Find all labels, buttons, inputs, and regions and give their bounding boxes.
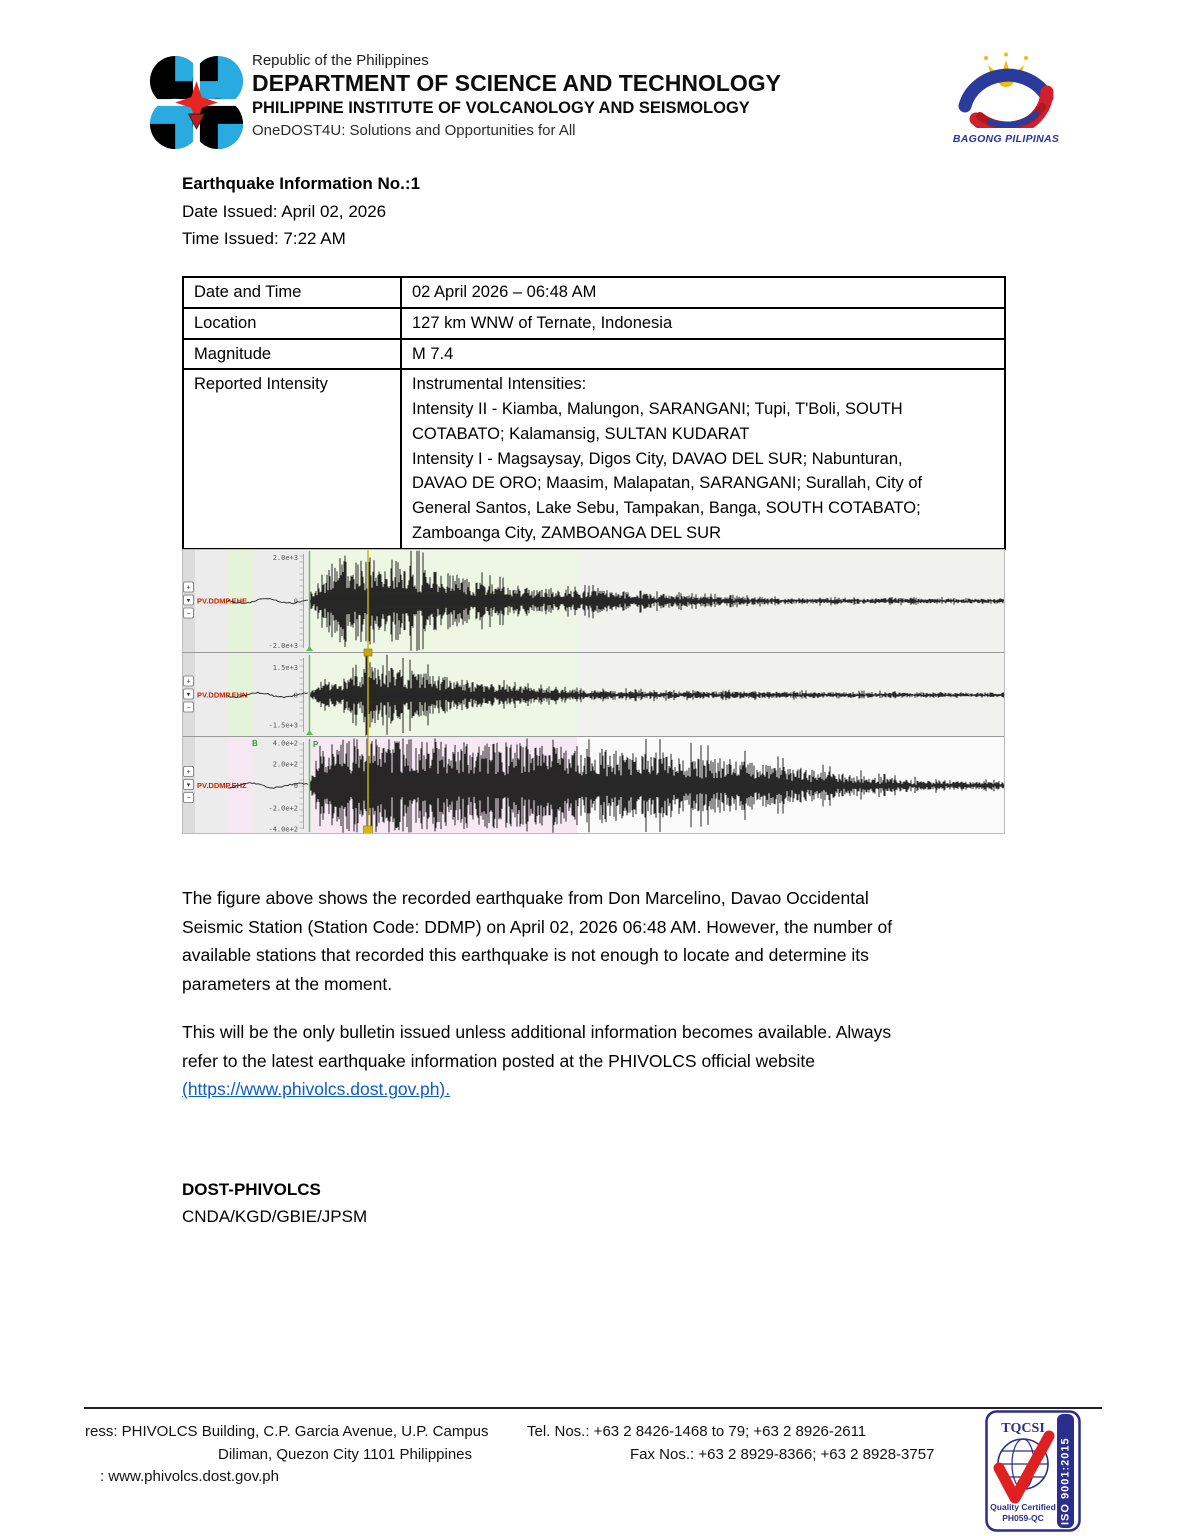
channel-label: PV.DDMP.EHE xyxy=(197,596,248,606)
row-value: M 7.4 xyxy=(401,339,1005,370)
trace-control-icon: ▾ xyxy=(186,782,191,789)
seismogram-svg xyxy=(182,549,1005,834)
cert-number-label: PH059-QC xyxy=(1002,1513,1044,1523)
cursor-handle xyxy=(364,649,372,656)
seismogram-figure xyxy=(182,549,1005,834)
amplitude-scale-label: 1.5e+3 xyxy=(272,663,298,672)
cursor-handle xyxy=(364,826,373,834)
row-label: Date and Time xyxy=(183,277,401,308)
tqcsi-iso-badge xyxy=(985,1410,1081,1536)
row-label: Location xyxy=(183,308,401,339)
footer-address xyxy=(85,1421,489,1489)
signature-org: DOST-PHIVOLCS xyxy=(182,1180,321,1199)
amplitude-scale-label: 0 xyxy=(293,597,298,606)
time-issued: Time Issued: 7:22 AM xyxy=(182,229,346,249)
bagong-pilipinas-icon xyxy=(950,52,1062,128)
bagong-pilipinas-logo xyxy=(948,52,1064,145)
trace-control-icon: + xyxy=(186,769,191,776)
quality-certified-label: Quality Certified xyxy=(990,1502,1056,1512)
p-phase-marker: P xyxy=(313,740,319,749)
row-value: 127 km WNW of Ternate, Indonesia xyxy=(401,308,1005,339)
table-row xyxy=(183,308,1005,339)
republic-line: Republic of the Philippines xyxy=(252,52,429,69)
channel-label: PV.DDMP.EHZ xyxy=(197,781,247,790)
phivolcs-website-link[interactable]: (https://www.phivolcs.dost.gov.ph). xyxy=(182,1079,451,1100)
amplitude-scale-label: -1.5e+3 xyxy=(268,721,298,730)
channel-label: PV.DDMP.EHN xyxy=(197,690,248,700)
row-label: Magnitude xyxy=(183,339,401,370)
trace-control-icon: − xyxy=(186,610,191,618)
trace-control-icon: ▾ xyxy=(186,597,191,605)
footer-divider xyxy=(84,1407,1102,1409)
letterhead xyxy=(252,52,781,139)
trace-control-icon: − xyxy=(186,795,191,802)
table-row xyxy=(183,339,1005,370)
fax-numbers: Fax Nos.: +63 2 8929-8366; +63 2 8928-3757 xyxy=(630,1445,935,1463)
amplitude-scale-label: 2.0e+2 xyxy=(272,760,298,769)
figure-caption-paragraph: The figure above shows the recorded earthquake from Don Marcelino, Davao Occidental Seismic Station (Station Code: DDMP) on April 02, 2026 06:48 AM. However, the number of available stations that recorded this earthquake is not enough to locate and determine its parameters at the moment. xyxy=(182,888,893,994)
address-line-1: ress: PHIVOLCS Building, C.P. Garcia Avenue, U.P. Campus xyxy=(85,1423,489,1440)
bulletin-heading xyxy=(182,170,420,253)
institute-name: PHILIPPINE INSTITUTE OF VOLCANOLOGY AND SEISMOLOGY xyxy=(252,99,750,118)
b-marker: B xyxy=(252,739,258,748)
note-text: This will be the only bulletin issued unless additional information becomes available. Always refer to the latest earthquake information posted at the PHIVOLCS official website xyxy=(182,1022,892,1071)
signature-initials: CNDA/KGD/GBIE/JPSM xyxy=(182,1207,368,1227)
trace-control-icon: − xyxy=(186,704,191,712)
onedost-tagline: OneDOST4U: Solutions and Opportunities for All xyxy=(252,122,576,140)
bulletin-note-paragraph xyxy=(182,1018,891,1104)
signature-block xyxy=(182,1176,367,1230)
quality-certified-icon xyxy=(985,1410,1081,1532)
amplitude-scale-label: -2.0e+3 xyxy=(268,642,298,651)
dost-seal-icon xyxy=(148,54,245,151)
row-value: Instrumental Intensities: Intensity II - Kiamba, Malungon, SARANGANI; Tupi, T'Boli, SOUTH COTABATO; Kalamansig, SULTAN KUDARAT Intensity I - Magsaysay, Digos City, DAVAO DEL SUR; Nabunturan, DAVAO DE ORO; Maasim, Malapatan, SARANGANI; Surallah, City of General Santos, Lake Sebu, Tampakan, Banga, SOUTH COTABATO; Zamboanga City, ZAMBOANGA DEL SUR xyxy=(401,369,1005,548)
table-row xyxy=(183,369,1005,548)
dost-logo xyxy=(148,54,245,156)
trace-control-icon: + xyxy=(186,678,191,686)
tqcsi-label: TQCSI xyxy=(1001,1421,1045,1436)
amplitude-scale-label: -4.0e+2 xyxy=(268,825,298,834)
amplitude-scale-label: 0 xyxy=(293,691,298,700)
iso-label: ISO 9001:2015 xyxy=(1059,1437,1072,1525)
footer-website: : www.phivolcs.dost.gov.ph xyxy=(100,1468,279,1485)
row-value: 02 April 2026 – 06:48 AM xyxy=(401,277,1005,308)
amplitude-scale-label: 4.0e+2 xyxy=(272,739,298,748)
row-label: Reported Intensity xyxy=(183,369,401,548)
address-line-2: Diliman, Quezon City 1101 Philippines xyxy=(218,1445,473,1463)
bulletin-title: Earthquake Information No.:1 xyxy=(182,174,421,193)
amplitude-scale-label: 0 xyxy=(293,782,298,790)
department-name: DEPARTMENT OF SCIENCE AND TECHNOLOGY xyxy=(252,70,782,96)
trace-control-icon: ▾ xyxy=(186,691,191,699)
table-row xyxy=(183,277,1005,308)
tel-numbers: Tel. Nos.: +63 2 8426-1468 to 79; +63 2 8926-2611 xyxy=(527,1423,867,1440)
earthquake-info-table xyxy=(182,276,1006,550)
bagong-pilipinas-label: BAGONG PILIPINAS xyxy=(952,133,1060,145)
amplitude-scale-label: -2.0e+2 xyxy=(268,804,298,813)
amplitude-scale-label: 2.0e+3 xyxy=(272,553,298,562)
trace-control-icon: + xyxy=(186,584,191,592)
date-issued: Date Issued: April 02, 2026 xyxy=(182,201,387,221)
footer-contact xyxy=(527,1421,934,1466)
